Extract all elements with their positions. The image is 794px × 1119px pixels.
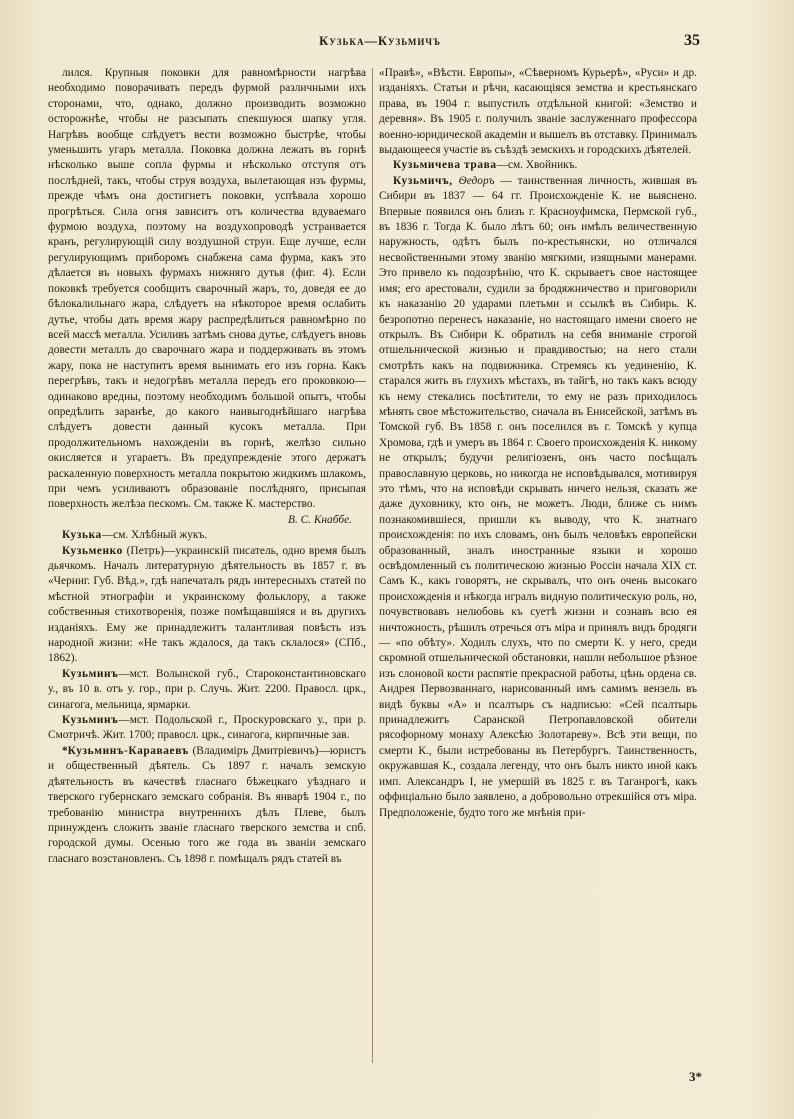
entry-kuzmin-volyn [48,667,366,713]
column-divider [372,68,373,1063]
asterisk-mark: * [62,744,68,757]
entry-kuzmenko [48,544,366,667]
entry-kuzmin-podolsk [48,713,366,744]
entry-given-name: Ѳедоръ [452,174,495,187]
entry-text: —мст. Подольской г., Проскуровскаго у., при р. Смотричѣ. Жит. 1700; правосл. црк., синагога, кирпичные зав. [48,714,366,742]
headword: Кузьминъ [62,714,119,727]
entry-text: —мст. Волынской губ., Староконстантиновскаго у., въ 10 в. отъ у. гор., при р. Случь. Жит. 2200. Правосл. црк., синагога, мельница, ярмарки. [48,667,366,711]
right-column [379,66,697,821]
headword: Кузька [62,529,102,542]
headword: Кузьминъ-Караваевъ [67,744,189,757]
entry-kuzmin-karavaev [48,744,366,867]
entry-kuzmich [379,174,697,821]
headword: Кузьмичъ, [393,174,453,187]
entry-text: —см. Хлѣбный жукъ. [101,529,208,542]
author-signature: В. С. Кнаббе. [288,513,352,526]
entry-text: —см. Хвойникъ. [496,159,578,172]
entry-text: — таинственная личность, жившая въ Сибири въ 1837 — 64 гг. Происхожденіе К. не выяснено. Впервые появился онъ близъ г. Красноуфимска, Пермской губ., въ 1836 г. Тогда К. было лѣтъ 60; онъ имѣлъ величественную наружность, одѣтъ былъ по-крестьянски, но отличался несвойственными этому званію мягкими, изящными манерами. Это привело къ подозрѣнію, что К. скрываетъ свое настоящее имя; его арестовали, судили за бродяжничество и приговорили къ наказанію 20 ударами плетьми и ссылкѣ въ Сибирь. К. безропотно перенесъ наказаніе, но настоящаго имени своего не открылъ. Въ Сибири К. обратилъ на себя вниманіе строгой отшельнической жизнью и правдивостью; на него стали смотрѣть какъ на подвижника. Стремясь къ уединенію, К. старался жить въ глухихъ мѣстахъ, въ тайгѣ, но такъ какъ всюду къ нему стекались посѣтители, то ему не разъ приходилось мѣнять свое мѣстожительство, сначала въ Енисейской, затѣмъ въ Томской губ. Въ 1858 г. онъ поселился въ г. Томскѣ у купца Хромова, гдѣ и умеръ въ 1864 г. Своего происхожденія К. никому не открылъ; будучи религіозенъ, онъ часто посѣщалъ православную церковь, но никогда не исповѣдывался, мотивируя это тѣмъ, что на исповѣди скрывать ничего нельзя, сказать же даже духовнику, кто онъ, не можетъ. Люди, ближе съ нимъ познакомившіеся, пришли къ выводу, что К. знатнаго происхожденія: по ихъ словамъ, онъ былъ человѣкъ европейски образованный, зналъ иностранные языки и хорошо освѣдомленный съ политическою жизнью Россіи начала XIX ст. Самъ К., какъ говорятъ, не скрывалъ, что онъ очень высокаго происхожденія и нѣкогда игралъ видную политическую роль, но, почувствовавъ нелюбовь къ суетѣ жизни и сознавъ всю ея ничтожность, рѣшилъ отречься отъ міра и принялъ видъ бродяги — «по обѣту». Ходилъ слухъ, что по смерти К. у него, среди скромной отшельнической обстановки, нашли небольшое рѣзное изъ слоновой кости распятіе прекрасной работы, цѣнь ордена св. Андрея Первозваннаго, нарисованный имъ самимъ вензель въ видѣ буквы «А» и псалтырь съ надписью: «Сей псалтырь принадлежитъ Саранской Петропавловской обители рясофорному монаху Алексѣю Золотареву». Всѣ эти вещи, по смерти К., были истребованы въ Петербургъ. Таинственность, окружавшая К., создала легенду, что онъ былъ никто иной какъ имп. Александръ I, не умершій въ 1825 г. въ Таганрогѣ, какъ оффиціально было заявлено, а добровольно отрекшійся отъ міра. Предположеніе, будто того же мнѣнія при- [379,174,697,819]
sheet-signature: 3* [689,1069,702,1084]
page-number: 35 [684,32,700,49]
entry-kuzka [48,528,366,543]
entry-kuzmicheva-trava [379,158,697,173]
paragraph-continuation: «Правѣ», «Вѣсти. Европы», «Сѣверномъ Курьерѣ», «Руси» и др. изданіяхъ. Статьи и рѣчи, касающіяся земства и крестьянскаго права, въ 1904 г. выпустилъ отдѣльной книгой: «Земство и деревня». Въ 1905 г. получилъ званіе заслуженнаго профессора военно-юридической академіи и вышелъ въ отставку. Принималъ выдающееся участіе въ съѣздѣ земскихъ и городскихъ дѣятелей. [379,67,697,157]
left-column [48,66,366,867]
entry-text: (Владиміръ Дмитріевичъ)—юристъ и общественный дѣятель. Съ 1897 г. началъ земскую дѣятельность въ качествѣ гласнаго бѣжецкаго уѣзднаго и тверского губернскаго земскаго собранія. Въ январѣ 1904 г., по требованію министра внутреннихъ дѣлъ Плеве, былъ принужденъ сложить званіе гласнаго тверского земства и спб. городской думы. Осенью того же года въ званіи земскаго гласнаго возстановленъ. Съ 1898 г. помѣщалъ рядъ статей въ [48,744,366,865]
headword: Кузьмичева трава [393,159,497,172]
headword: Кузьменко [62,544,123,557]
entry-text: (Петръ)—украинскій писатель, одно время былъ дьячкомъ. Началъ литературную дѣятельность въ 1857 г. въ «Черниг. Губ. Вѣд.», гдѣ напечаталъ рядъ интересныхъ статей по мѣстной этнографіи и украинскому фольклору, а также собственныя стихотворенія, позже помѣщавшіяся и въ другихъ изданіяхъ. Ему же принадлежитъ талантливая повѣсть изъ народной жизни: «Не такъ ждалося, да такъ склалося» (СПб., 1862). [48,544,366,665]
paragraph-forging: лился. Крупныя поковки для равномѣрности нагрѣва необходимо поворачивать передъ фурмой различными ихъ сторонами, что, однако, должно производить возможно осторожнѣе, чтобы не разсыпать спекшуюся шапку угля. Нагрѣвъ вообще слѣдуетъ вести возможно быстрѣе, чтобы уменьшить угаръ металла. Поковка должна лежать въ горнѣ нѣсколько выше сопла фурмы и нѣсколько отступя отъ послѣдней, такъ, чтобы струя воздуха, вылетающая изъ фурмы, прежде чѣмъ она достигнетъ поковки, успѣвала хорошо прогрѣться. Сила огня зависитъ отъ количества вдуваемаго фурмою воздуха, поэтому на воздухопроводѣ устраивается кранъ, регулирующій силу воздушной струи. Еще лучше, если регулирующимъ приборомъ снабжена сама фурма, какъ это дѣлается въ новыхъ фурмахъ нижняго дутья (фиг. 4). Если поковкѣ требуется сообщить сварочный жаръ, то, доведя ее до бѣлокалильнаго жара, слѣдуетъ на нѣкоторое время ослабить дутье, чтобы дать время жару распредѣлиться равномѣрно по всей массѣ металла. Усиливъ затѣмъ снова дутье, слѣдуетъ вновь довести металлъ до сварочнаго жара и поддерживать въ этомъ жару, пока не наступитъ время вынимать его изъ горна. Какъ перегрѣвъ, такъ и недогрѣвъ металла передъ его проковкою—одинаково вредны, поэтому необходимъ большой опытъ, чтобы опредѣлить заранѣе, до какого наивыгоднѣйшаго нагрѣва слѣдуетъ довести данный кусокъ металла. При продолжительномъ нахожденіи въ горнѣ, желѣзо сильно окисляется и угараетъ. Въ предупрежденіе этого держатъ раскаленную поверхность металла покрытою жидкимъ шлакомъ, при чемъ усиливаютъ образованіе послѣдняго, присыпая поверхность желѣза пескомъ. См. также К. мастерство. [48,67,366,511]
running-title: Кузька—Кузьмичъ [319,34,441,48]
headword: Кузьминъ [62,667,119,680]
